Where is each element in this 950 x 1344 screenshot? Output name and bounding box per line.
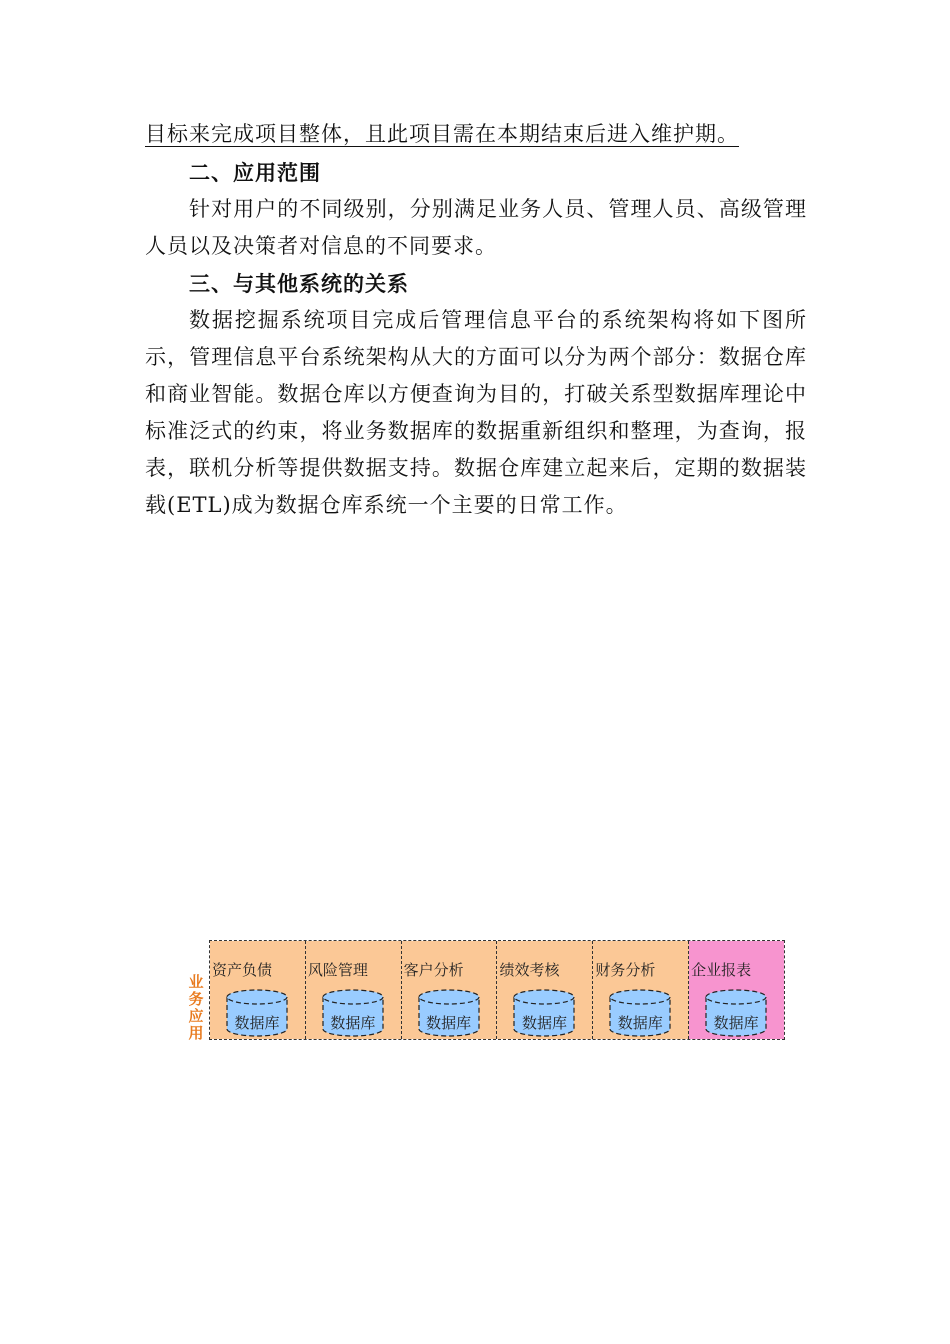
- module-label: 企业报表: [691, 963, 752, 979]
- database-label: 数据库: [330, 1016, 376, 1032]
- paragraph-line: 标准泛式的约束，将业务数据库的数据重新组织和整理，为查询，报: [145, 419, 807, 443]
- application-modules: [209, 940, 785, 1040]
- module-box: [593, 941, 689, 1039]
- database-label: 数据库: [521, 1016, 567, 1032]
- database-cylinder-icon: [513, 989, 575, 1037]
- business-application-label: [186, 974, 206, 1042]
- section-heading-relations: 三、与其他系统的关系: [189, 271, 409, 296]
- paragraph-line: 针对用户的不同级别，分别满足业务人员、管理人员、高级管理: [189, 197, 807, 221]
- paragraph-line: 示，管理信息平台系统架构从大的方面可以分为两个部分：数据仓库: [145, 345, 807, 369]
- paragraph-line: 人员以及决策者对信息的不同要求。: [145, 234, 497, 258]
- side-label-char: 务: [188, 990, 204, 1008]
- database-cylinder-icon: [418, 989, 480, 1037]
- architecture-diagram: [180, 938, 790, 1048]
- side-label-char: 业: [188, 973, 204, 991]
- intro-line: 目标来完成项目整体，且此项目需在本期结束后进入维护期。: [145, 122, 739, 146]
- section-application-scope: [145, 154, 807, 265]
- database-label: 数据库: [234, 1016, 280, 1032]
- database-label: 数据库: [426, 1016, 472, 1032]
- paragraph-line: 和商业智能。数据仓库以方便查询为目的，打破关系型数据库理论中: [145, 382, 807, 406]
- database-label: 数据库: [713, 1016, 759, 1032]
- paragraph-line: 载(ETL)成为数据仓库系统一个主要的日常工作。: [145, 493, 628, 517]
- database-cylinder-icon: [226, 989, 288, 1037]
- module-label: 客户分析: [403, 963, 464, 979]
- module-box: [306, 941, 402, 1039]
- paragraph-line: 表，联机分析等提供数据支持。数据仓库建立起来后，定期的数据装: [145, 456, 807, 480]
- module-box: [210, 941, 306, 1039]
- module-label: 财务分析: [595, 963, 656, 979]
- module-label: 风险管理: [307, 963, 368, 979]
- database-cylinder-icon: [705, 989, 767, 1037]
- section-heading-scope: 二、应用范围: [189, 160, 321, 185]
- module-label: 绩效考核: [499, 963, 560, 979]
- database-label: 数据库: [617, 1016, 663, 1032]
- paragraph-line: 数据挖掘系统项目完成后管理信息平台的系统架构将如下图所: [189, 308, 807, 332]
- module-label: 资产负债: [212, 963, 273, 979]
- module-box: [402, 941, 498, 1039]
- side-label-char: 应: [188, 1007, 204, 1025]
- section-system-relations: [145, 265, 807, 524]
- database-cylinder-icon: [609, 989, 671, 1037]
- module-box: [689, 941, 784, 1039]
- module-box: [497, 941, 593, 1039]
- intro-paragraph: [145, 116, 807, 153]
- side-label-char: 用: [188, 1024, 204, 1042]
- database-cylinder-icon: [322, 989, 384, 1037]
